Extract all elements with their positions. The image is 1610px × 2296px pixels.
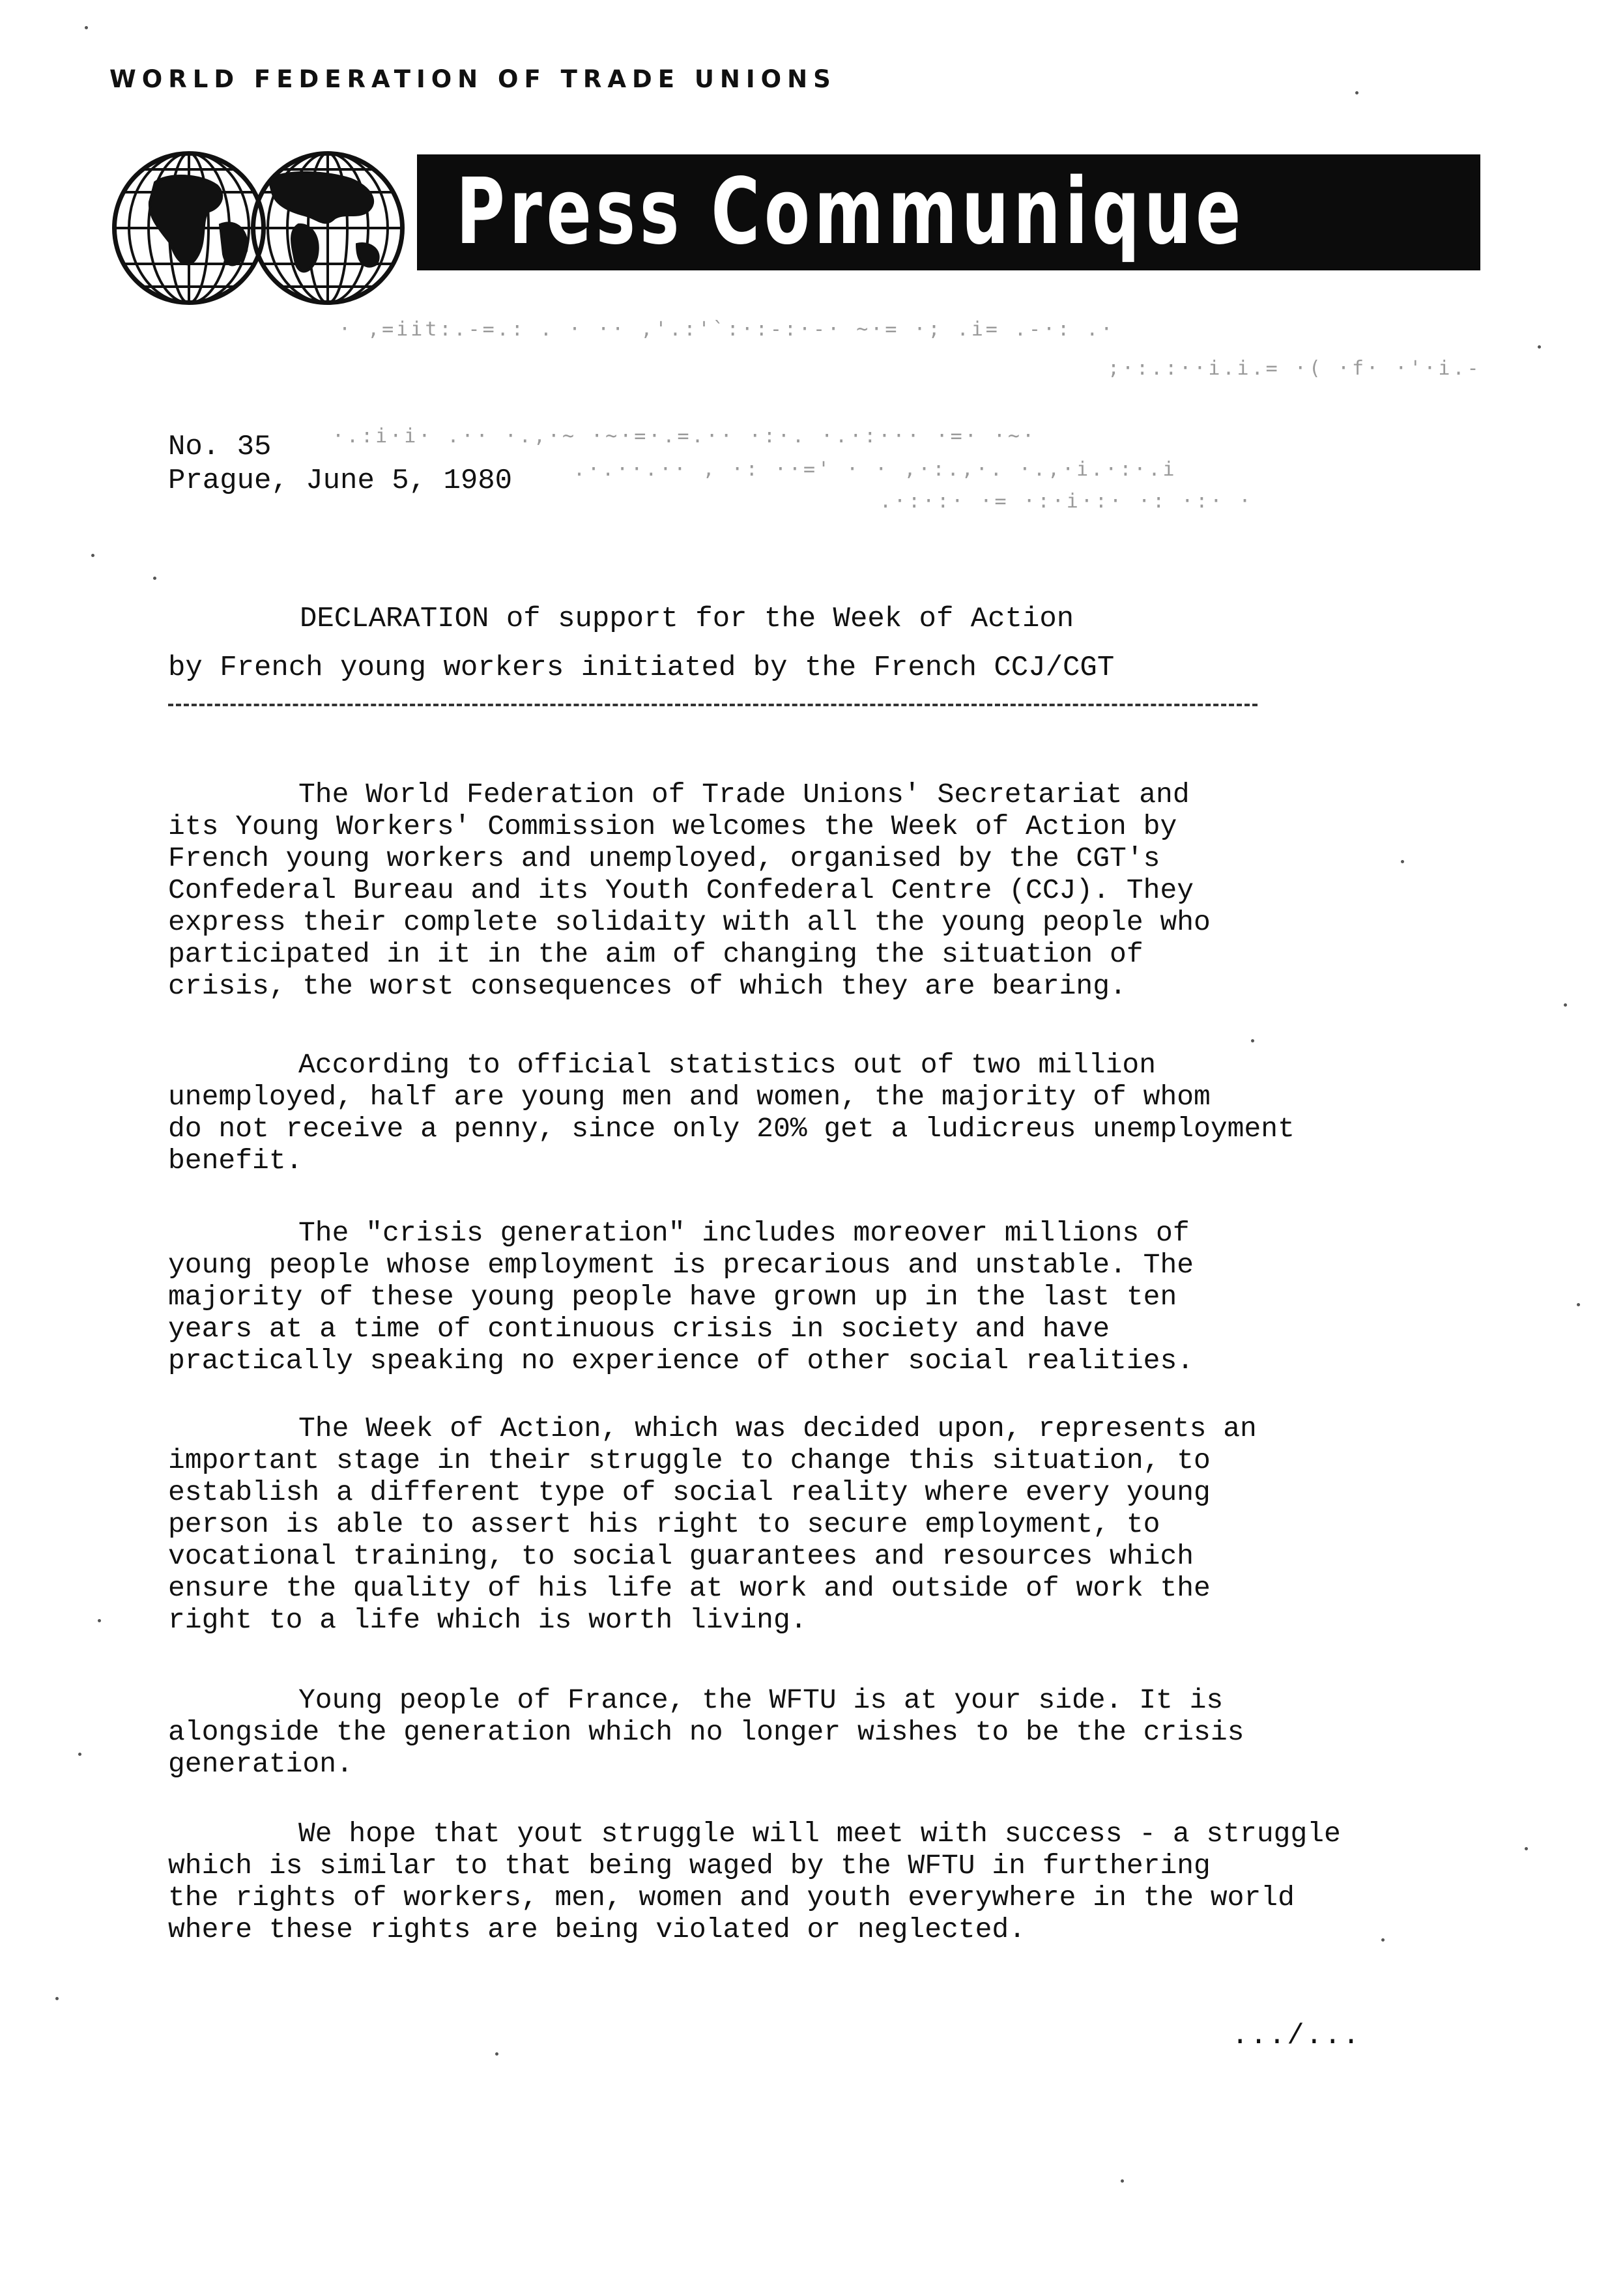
paragraph-6 — [168, 1818, 1341, 1945]
paper-speck — [153, 577, 156, 580]
paper-speck — [55, 1997, 59, 2000]
paper-speck — [1381, 1938, 1385, 1942]
paper-speck — [1121, 2179, 1124, 2183]
text-line: Young people of France, the WFTU is at your side. It is — [298, 1684, 1224, 1716]
paper-speck — [91, 554, 94, 557]
paper-speck — [1538, 345, 1541, 349]
text-line: person is able to assert his right to secure employment, to — [168, 1508, 1160, 1540]
faint-show-through: ·.:i·i· .·· ·.,·~ ·~·=·.=.·· ·:·. ·.·:··· ·=· ·~· — [332, 425, 1037, 448]
paper-speck — [1401, 860, 1404, 863]
text-line: vocational training, to social guarantees and resources which — [168, 1540, 1194, 1572]
text-line: do not receive a penny, since only 20% get a ludicreus unemployment — [168, 1113, 1295, 1145]
text-line: express their complete solidaity with all the young people who — [168, 906, 1211, 938]
continued-marker: .../... — [1231, 2020, 1361, 2052]
paragraph-2 — [168, 1049, 1295, 1177]
paragraph-3 — [168, 1217, 1194, 1377]
text-line: According to official statistics out of two million — [298, 1049, 1157, 1081]
text-line: where these rights are being violated or neglected. — [168, 1914, 1026, 1945]
faint-show-through: .·.··.·· , ·: ··=' · · ,·:.,·. ·.,·i.·:·.i — [573, 458, 1177, 481]
text-line: crisis, the worst consequences of which they are bearing. — [168, 970, 1127, 1002]
declaration-title-line-1: DECLARATION of support for the Week of Action — [300, 603, 1074, 635]
text-line: right to a life which is worth living. — [168, 1604, 807, 1636]
paragraph-5 — [168, 1684, 1244, 1780]
declaration-title-line-2: by French young workers initiated by the French CCJ/CGT — [168, 652, 1115, 684]
paper-speck — [1251, 1039, 1254, 1042]
document-meta — [168, 430, 512, 498]
faint-show-through: ;·:.:··i.i.= ·( ·f· ·'·i.- — [1108, 357, 1482, 380]
text-line: French young workers and unemployed, organised by the CGT's — [168, 842, 1160, 874]
paragraph-4 — [168, 1413, 1257, 1636]
press-communique-banner — [417, 154, 1480, 270]
text-line: unemployed, half are young men and women, the majority of whom — [168, 1081, 1211, 1113]
text-line: ensure the quality of his life at work and outside of work the — [168, 1572, 1211, 1604]
paper-speck — [1564, 1003, 1567, 1007]
text-line: generation. — [168, 1748, 353, 1780]
paragraph-1 — [168, 779, 1211, 1002]
text-line: The World Federation of Trade Unions' Secretariat and — [298, 779, 1190, 811]
organization-name: WORLD FEDERATION OF TRADE UNIONS — [109, 65, 837, 93]
paper-speck — [495, 2052, 498, 2056]
text-line: benefit. — [168, 1145, 303, 1177]
faint-show-through: · ,=iit:.-=.: . · ·· ,'.:'`:·:-:·-· ~·= ·; .i= .-·: .· — [339, 318, 1115, 341]
faint-show-through: .·:·:· ·= ·:·i·:· ·: ·:· · — [880, 490, 1254, 513]
paper-speck — [98, 1619, 101, 1622]
text-line: years at a time of continuous crisis in society and have — [168, 1313, 1110, 1345]
paper-speck — [1577, 1303, 1580, 1306]
banner-title: Press Communique — [456, 159, 1245, 265]
paper-speck — [1525, 1847, 1528, 1850]
text-line: alongside the generation which no longer wishes to be the crisis — [168, 1716, 1244, 1748]
twin-globe-logo-icon — [109, 147, 409, 309]
text-line: young people whose employment is precarious and unstable. The — [168, 1249, 1194, 1281]
communique-number: No. 35 — [168, 431, 272, 463]
text-line: which is similar to that being waged by the WFTU in furthering — [168, 1850, 1211, 1882]
text-line: the rights of workers, men, women and youth everywhere in the world — [168, 1882, 1295, 1914]
text-line: majority of these young people have grown up in the last ten — [168, 1281, 1177, 1313]
text-line: Confederal Bureau and its Youth Confederal Centre (CCJ). They — [168, 874, 1194, 906]
text-line: its Young Workers' Commission welcomes the Week of Action by — [168, 811, 1177, 842]
title-underline — [168, 704, 1258, 706]
text-line: participated in it in the aim of changing the situation of — [168, 938, 1143, 970]
text-line: important stage in their struggle to change this situation, to — [168, 1444, 1211, 1476]
paper-speck — [1355, 91, 1358, 94]
text-line: establish a different type of social reality where every young — [168, 1476, 1211, 1508]
text-line: practically speaking no experience of other social realities. — [168, 1345, 1194, 1377]
paper-speck — [78, 1753, 81, 1756]
text-line: We hope that yout struggle will meet with success - a struggle — [298, 1818, 1341, 1850]
paper-speck — [85, 26, 88, 29]
place-date: Prague, June 5, 1980 — [168, 465, 513, 497]
text-line: The Week of Action, which was decided upon, represents an — [298, 1413, 1257, 1444]
text-line: The "crisis generation" includes moreover millions of — [298, 1217, 1190, 1249]
